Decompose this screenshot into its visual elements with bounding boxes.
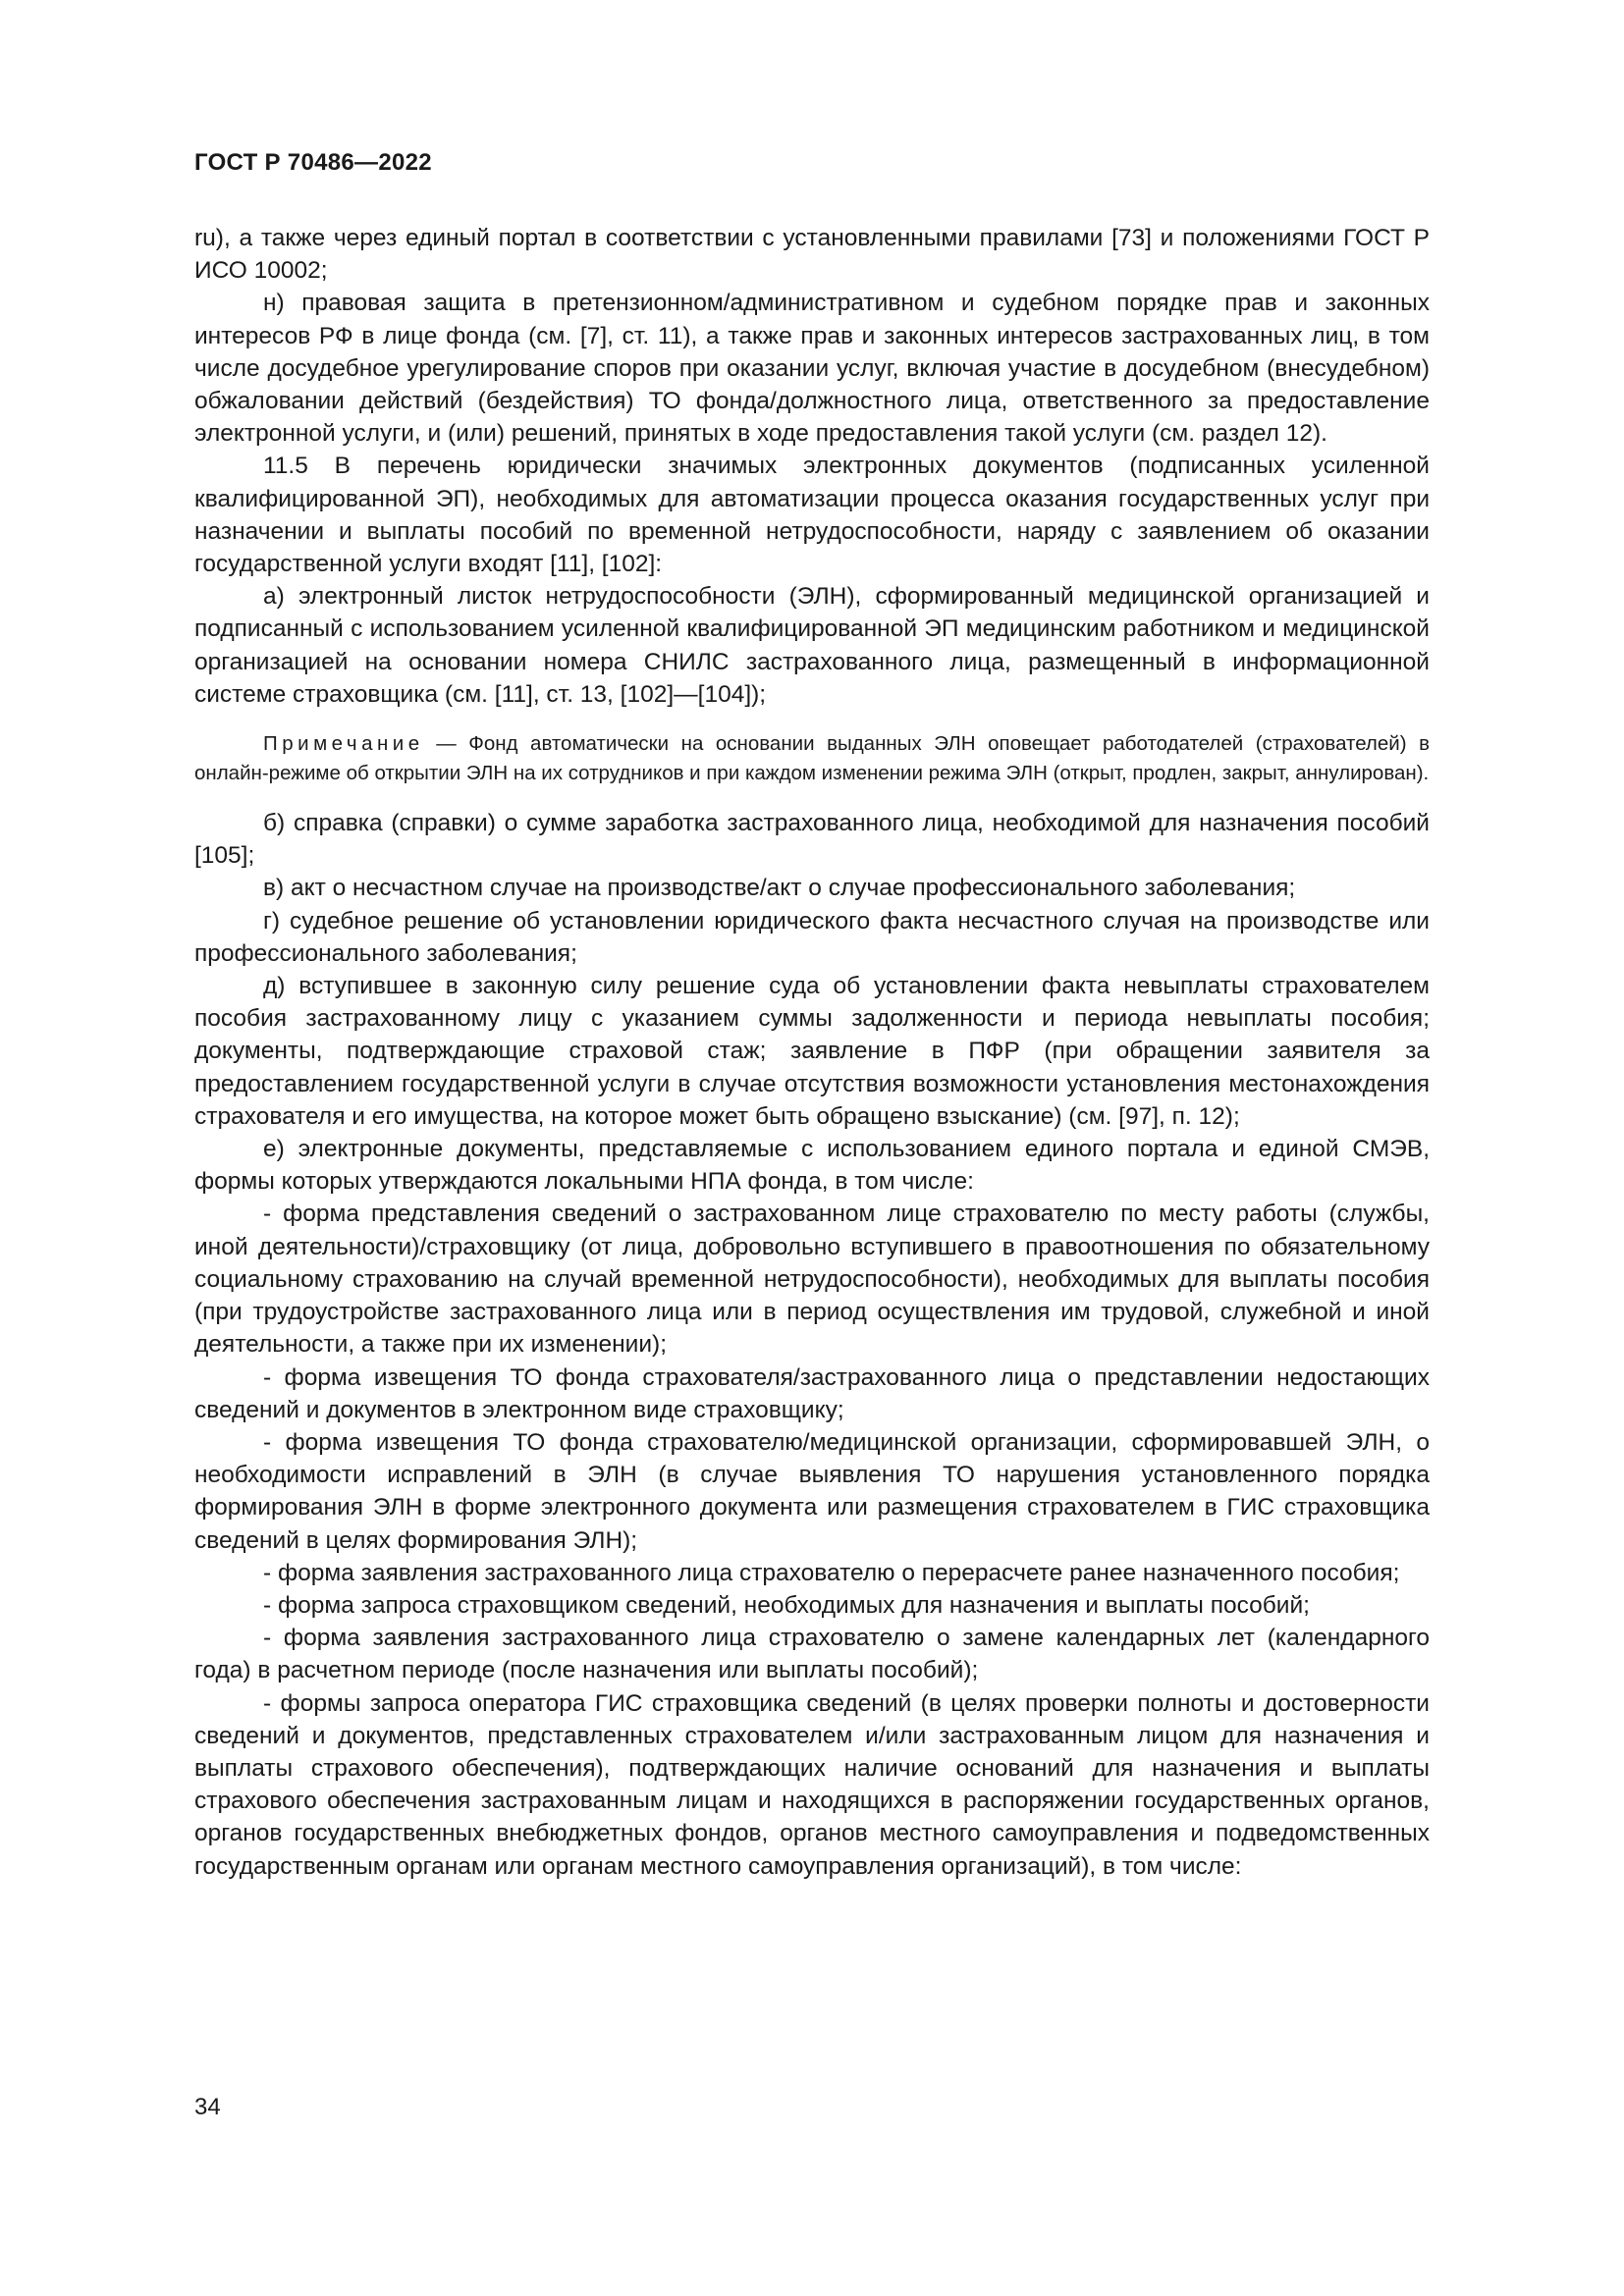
page-number: 34: [194, 2094, 221, 2120]
document-body: [194, 222, 1430, 1883]
paragraph-item-b: б) справка (справки) о сумме заработка застрахованного лица, необходимой для назначения пособий [105];: [194, 810, 1430, 870]
paragraph-item-a: а) электронный листок нетрудоспособности (ЭЛН), сформированный медицинской организацией и подписанный с использованием усиленной квалифицированной ЭП медицинским работником и медицинской организацией на основании номера СНИЛС застрахованного лица, размещенный в информационной системе страховщика (см. [11], ст. 13, [102]—[104]);: [194, 583, 1430, 708]
note-text: — Фонд автоматически на основании выданных ЭЛН оповещает работодателей (страхователей) в онлайн-режиме об открытии ЭЛН на их сотрудников и при каждом изменении режима ЭЛН (открыт, продлен, закрыт, аннулирован).: [194, 732, 1430, 784]
note-label: Примечание: [263, 732, 424, 756]
document-header: ГОСТ Р 70486—2022: [194, 149, 432, 176]
paragraph-item-v: в) акт о несчастном случае на производстве/акт о случае профессионального заболевания;: [263, 875, 1296, 902]
list-item-forms-gis-operator-request: - формы запроса оператора ГИС страховщика сведений (в целях проверки полноты и достоверности сведений и документов, представленных страхователем и/или застрахованным лицом для назначения и выплаты страхового обеспечения), подтверждающих наличие оснований для назначения и выплаты страхового обеспечения застрахованным лицам и находящихся в распоряжении государственных органов, органов государственных внебюджетных фондов, органов местного самоуправления и подведомственных государственным органам или органам местного самоуправления организаций), в том числе:: [194, 1689, 1430, 1880]
list-item-form-eln-correction-notice: - форма извещения ТО фонда страхователю/медицинской организации, сформировавшей ЭЛН, о необходимости исправлений в ЭЛН (в случае выявления ТО нарушения установленного порядка формирования ЭЛН в форме электронного документа или размещения страхователем в ГИС страховщика сведений в целях формирования ЭЛН);: [194, 1428, 1430, 1554]
list-item-form-insurer-info-request: - форма запроса страховщиком сведений, необходимых для назначения и выплаты пособий;: [263, 1591, 1310, 1619]
note-block: [194, 729, 1430, 787]
list-item-form-missing-docs-notice: - форма извещения ТО фонда страхователя/застрахованного лица о представлении недостающих сведений и документов в электронном виде страховщику;: [194, 1363, 1430, 1423]
paragraph-section-11-5: 11.5 В перечень юридически значимых электронных документов (подписанных усиленной квалифицированной ЭП), необходимых для автоматизации процесса оказания государственных услуг при назначении и выплаты пособий по временной нетрудоспособности, наряду с заявлением об оказании государственной услуги входят [11], [102]:: [194, 453, 1430, 578]
list-item-form-recalculation-request: - форма заявления застрахованного лица страхователю о перерасчете ранее назначенного пособия;: [263, 1559, 1400, 1586]
list-item-form-insured-info: - форма представления сведений о застрахованном лице страхователю по месту работы (службы, иной деятельности)/страховщику (от лица, добровольно вступившего в правоотношения по обязательному социальному страхованию на случай временной нетрудоспособности), необходимых для выплаты пособия (при трудоустройстве застрахованного лица или в период осуществления им трудовой, служебной и иной деятельности, а также при их изменении);: [194, 1201, 1430, 1359]
paragraph-item-d: д) вступившее в законную силу решение суда об установлении факта невыплаты страхователем пособия застрахованному лицу с указанием суммы задолженности и периода невыплаты пособия; документы, подтверждающие страховой стаж; заявление в ПФР (при обращении заявителя за предоставлением государственной услуги в случае отсутствия возможности установления местонахождения страхователя и его имущества, на которое может быть обращено взыскание) (см. [97], п. 12);: [194, 973, 1430, 1130]
paragraph-continuation: ru), а также через единый портал в соответствии с установленными правилами [73] и положениями ГОСТ Р ИСО 10002;: [194, 225, 1430, 285]
paragraph-item-g: г) судебное решение об установлении юридического факта несчастного случая на производстве или профессионального заболевания;: [194, 907, 1430, 967]
paragraph-item-e: е) электронные документы, представляемые с использованием единого портала и единой СМЭВ, формы которых утверждаются локальными НПА фонда, в том числе:: [194, 1136, 1430, 1196]
paragraph-item-n: н) правовая защита в претензионном/административном и судебном порядке прав и законных интересов РФ в лице фонда (см. [7], ст. 11), а также прав и законных интересов застрахованных лиц, в том числе досудебное урегулирование споров при оказании услуг, включая участие в досудебном (внесудебном) обжаловании действий (бездействия) ТО фонда/должностного лица, ответственного за предоставление электронной услуги, и (или) решений, принятых в ходе предоставления такой услуги (см. раздел 12).: [194, 290, 1430, 448]
list-item-form-calendar-years-replacement: - форма заявления застрахованного лица страхователю о замене календарных лет (календарного года) в расчетном периоде (после назначения или выплаты пособий);: [194, 1625, 1430, 1684]
